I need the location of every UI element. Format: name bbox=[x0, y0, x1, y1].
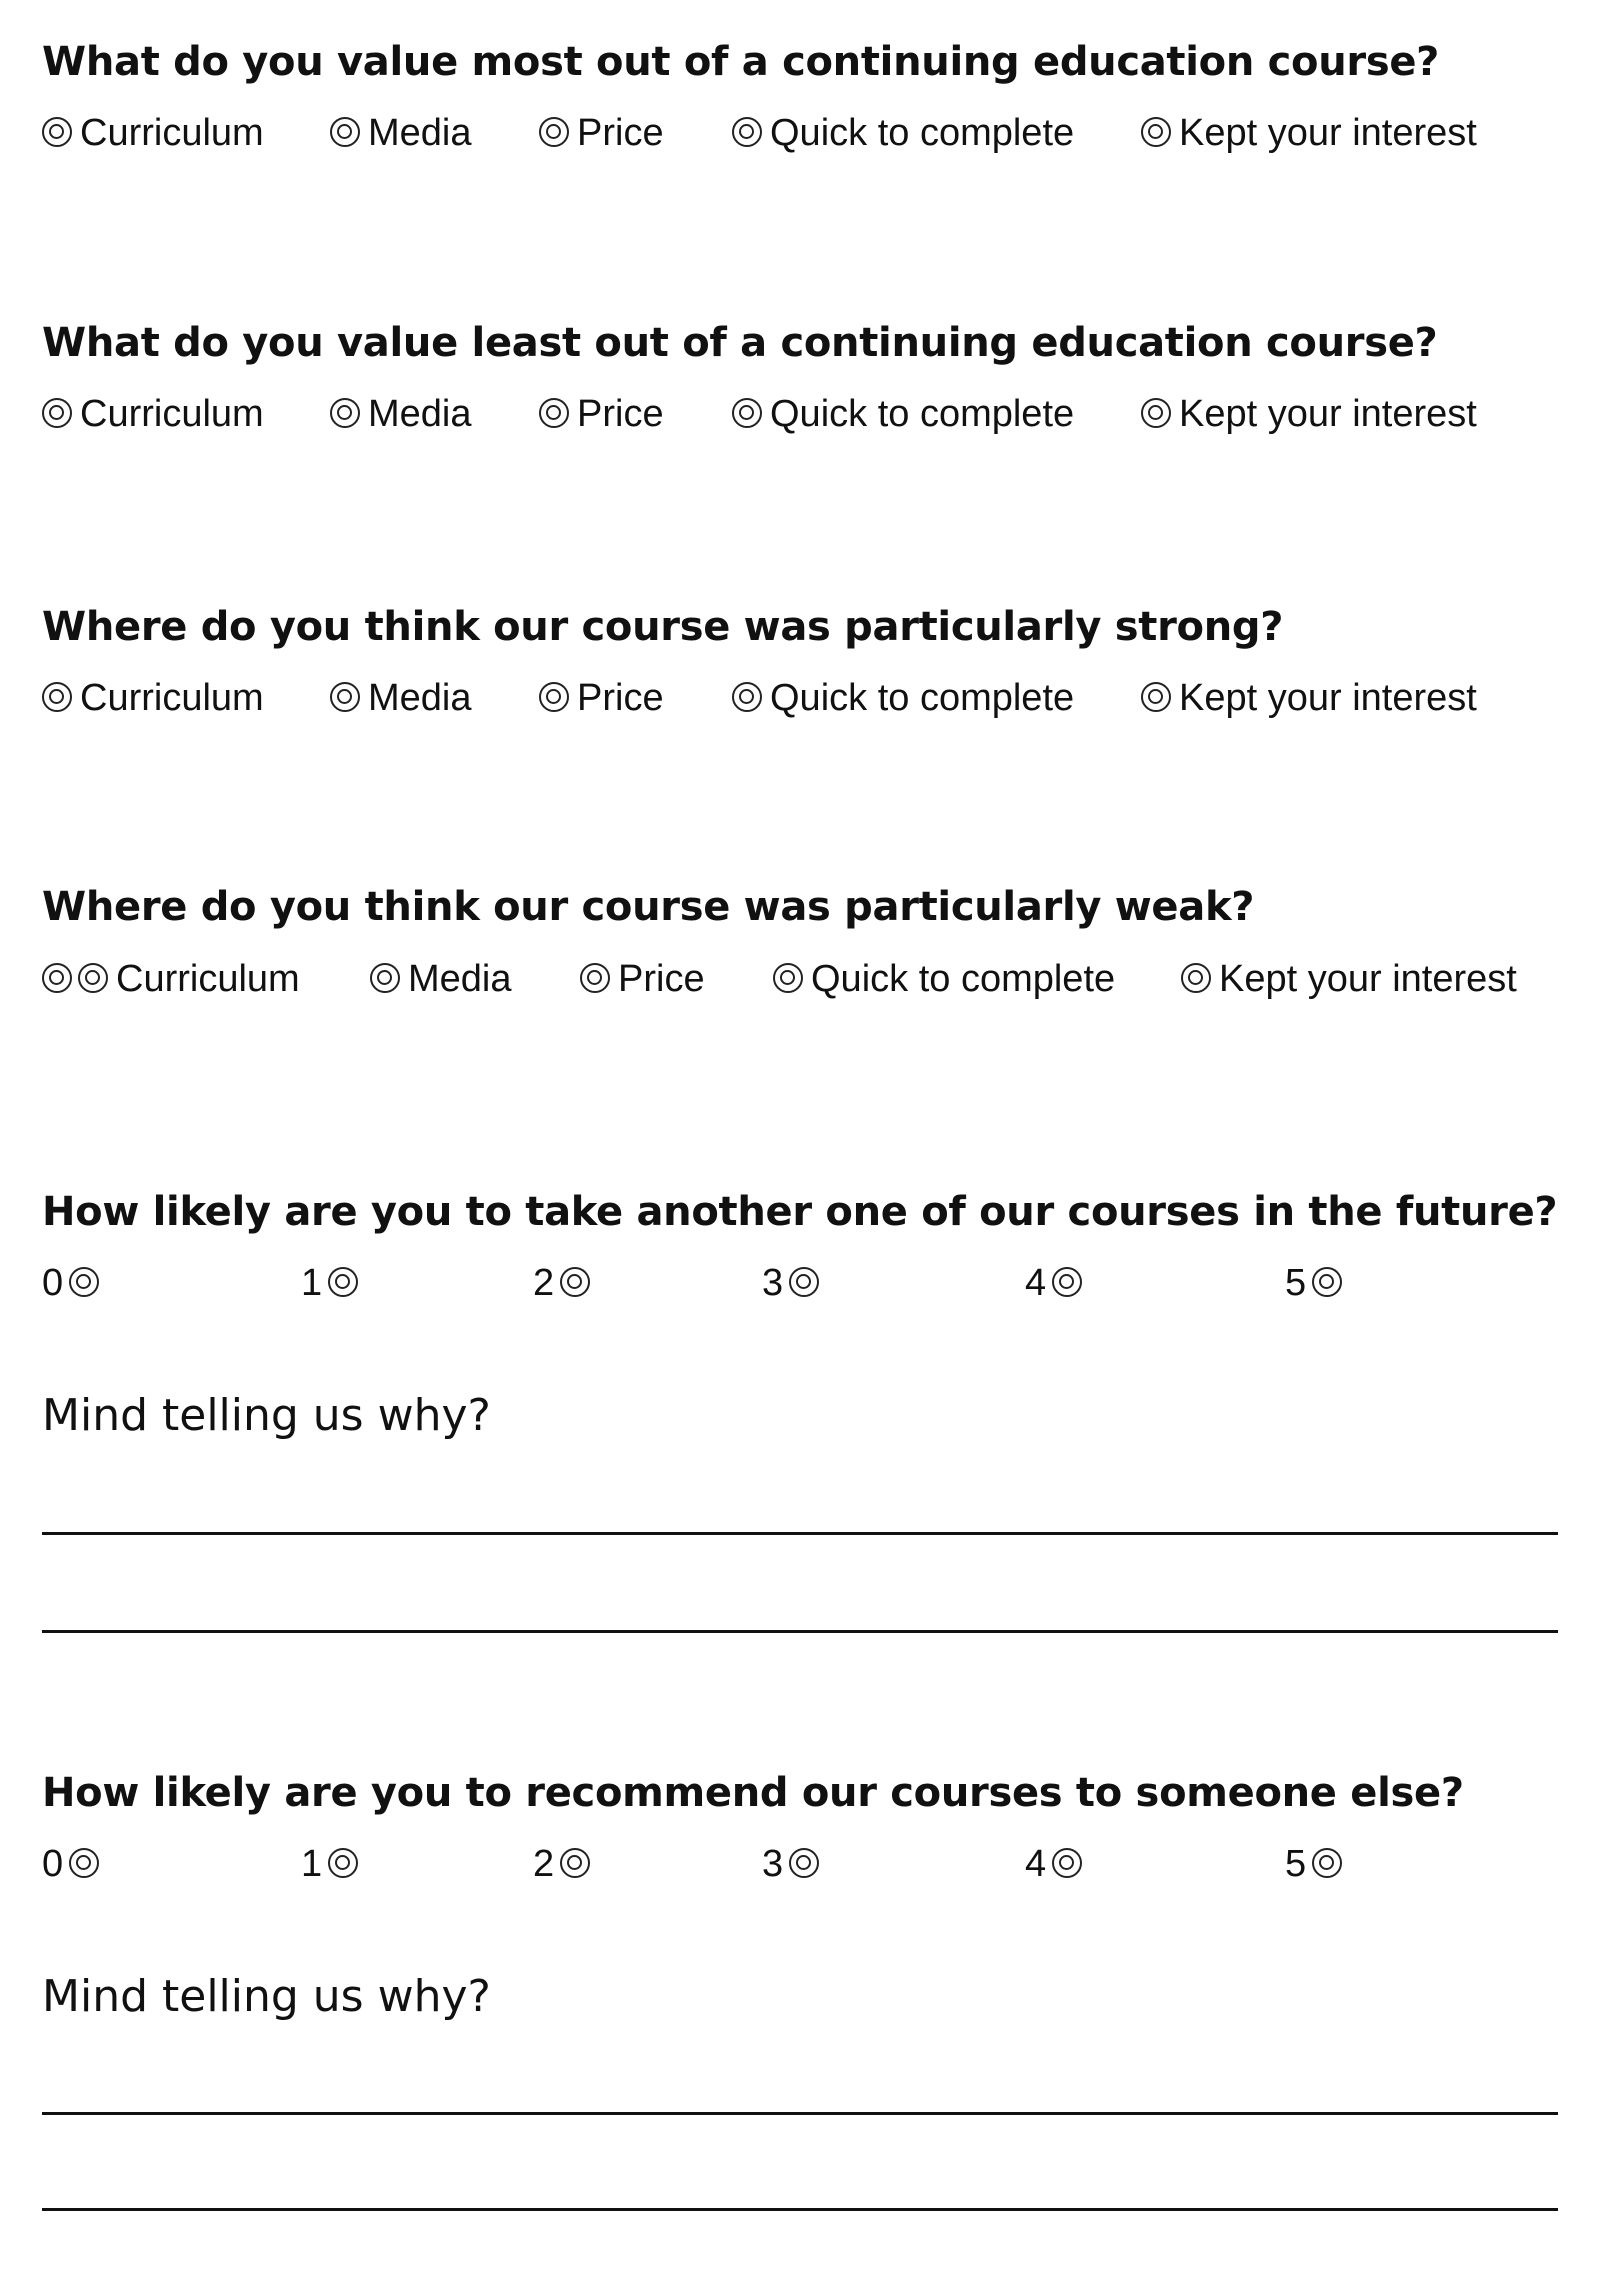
option-label: Curriculum bbox=[80, 677, 264, 719]
radio-button[interactable] bbox=[732, 117, 762, 147]
radio-button[interactable] bbox=[1141, 682, 1171, 712]
radio-option[interactable] bbox=[330, 114, 472, 152]
option-label: Quick to complete bbox=[811, 958, 1116, 1000]
radio-button[interactable] bbox=[1312, 1848, 1342, 1878]
option-label: Quick to complete bbox=[770, 677, 1075, 719]
radio-button[interactable] bbox=[1141, 117, 1171, 147]
radio-option[interactable] bbox=[732, 395, 1074, 433]
option-label: Media bbox=[368, 677, 472, 719]
radio-option[interactable] bbox=[539, 395, 664, 433]
question-title: What do you value least out of a continuing education course? bbox=[42, 320, 1438, 366]
rating-option[interactable] bbox=[762, 1845, 819, 1883]
rating-option[interactable] bbox=[1025, 1264, 1082, 1302]
radio-button[interactable] bbox=[42, 117, 72, 147]
radio-option[interactable] bbox=[42, 395, 264, 433]
option-label: Price bbox=[618, 958, 705, 1000]
radio-button[interactable] bbox=[69, 1267, 99, 1297]
option-label: Media bbox=[408, 958, 512, 1000]
rating-value: 3 bbox=[762, 1262, 784, 1304]
radio-button[interactable] bbox=[328, 1848, 358, 1878]
answer-line[interactable] bbox=[42, 1630, 1558, 1633]
rating-value: 2 bbox=[533, 1843, 555, 1885]
radio-button[interactable] bbox=[330, 398, 360, 428]
rating-value: 0 bbox=[42, 1843, 64, 1885]
radio-button[interactable] bbox=[539, 682, 569, 712]
question-title: How likely are you to take another one of our courses in the future? bbox=[42, 1189, 1558, 1235]
radio-button[interactable] bbox=[370, 963, 400, 993]
radio-option[interactable] bbox=[539, 679, 664, 717]
option-label: Price bbox=[577, 393, 664, 435]
rating-option[interactable] bbox=[1285, 1264, 1342, 1302]
radio-option[interactable] bbox=[773, 960, 1115, 998]
question-title: How likely are you to recommend our courses to someone else? bbox=[42, 1770, 1464, 1816]
option-label: Quick to complete bbox=[770, 112, 1075, 154]
followup-prompt: Mind telling us why? bbox=[42, 1390, 491, 1441]
rating-option[interactable] bbox=[301, 1845, 358, 1883]
option-label: Curriculum bbox=[80, 393, 264, 435]
radio-option[interactable] bbox=[539, 114, 664, 152]
radio-button[interactable] bbox=[732, 682, 762, 712]
radio-button[interactable] bbox=[539, 117, 569, 147]
followup-prompt: Mind telling us why? bbox=[42, 1971, 491, 2022]
radio-button[interactable] bbox=[1181, 963, 1211, 993]
radio-option[interactable] bbox=[42, 114, 264, 152]
radio-button[interactable] bbox=[539, 398, 569, 428]
radio-button[interactable] bbox=[42, 682, 72, 712]
option-label: Kept your interest bbox=[1179, 393, 1477, 435]
rating-value: 0 bbox=[42, 1262, 64, 1304]
option-label: Kept your interest bbox=[1179, 112, 1477, 154]
radio-button[interactable] bbox=[773, 963, 803, 993]
radio-button[interactable] bbox=[42, 963, 72, 993]
radio-button[interactable] bbox=[789, 1267, 819, 1297]
answer-line[interactable] bbox=[42, 1532, 1558, 1535]
radio-option[interactable] bbox=[732, 679, 1074, 717]
radio-button[interactable] bbox=[1141, 398, 1171, 428]
radio-option[interactable] bbox=[1141, 114, 1477, 152]
radio-option[interactable] bbox=[330, 395, 472, 433]
answer-line[interactable] bbox=[42, 2208, 1558, 2211]
radio-option[interactable] bbox=[1181, 960, 1517, 998]
radio-button[interactable] bbox=[69, 1848, 99, 1878]
radio-button[interactable] bbox=[732, 398, 762, 428]
rating-value: 2 bbox=[533, 1262, 555, 1304]
option-label: Media bbox=[368, 393, 472, 435]
radio-button[interactable] bbox=[1052, 1267, 1082, 1297]
radio-button[interactable] bbox=[580, 963, 610, 993]
radio-button[interactable] bbox=[560, 1848, 590, 1878]
rating-option[interactable] bbox=[42, 1264, 99, 1302]
radio-button[interactable] bbox=[789, 1848, 819, 1878]
rating-option[interactable] bbox=[1025, 1845, 1082, 1883]
radio-button[interactable] bbox=[328, 1267, 358, 1297]
radio-button[interactable] bbox=[78, 963, 108, 993]
question-title: What do you value most out of a continuing education course? bbox=[42, 39, 1440, 85]
rating-value: 5 bbox=[1285, 1843, 1307, 1885]
radio-option[interactable] bbox=[732, 114, 1074, 152]
option-label: Media bbox=[368, 112, 472, 154]
radio-option[interactable] bbox=[1141, 679, 1477, 717]
rating-option[interactable] bbox=[301, 1264, 358, 1302]
option-label: Curriculum bbox=[80, 112, 264, 154]
radio-option[interactable] bbox=[42, 960, 300, 998]
option-label: Price bbox=[577, 677, 664, 719]
option-label: Kept your interest bbox=[1219, 958, 1517, 1000]
radio-option[interactable] bbox=[580, 960, 705, 998]
question-title: Where do you think our course was particularly weak? bbox=[42, 884, 1255, 930]
rating-value: 3 bbox=[762, 1843, 784, 1885]
radio-button[interactable] bbox=[330, 117, 360, 147]
option-label: Price bbox=[577, 112, 664, 154]
radio-button[interactable] bbox=[42, 398, 72, 428]
radio-button[interactable] bbox=[560, 1267, 590, 1297]
question-title: Where do you think our course was particularly strong? bbox=[42, 604, 1284, 650]
rating-value: 1 bbox=[301, 1843, 323, 1885]
radio-option[interactable] bbox=[330, 679, 472, 717]
answer-line[interactable] bbox=[42, 2112, 1558, 2115]
rating-value: 1 bbox=[301, 1262, 323, 1304]
option-label: Quick to complete bbox=[770, 393, 1075, 435]
option-label: Kept your interest bbox=[1179, 677, 1477, 719]
radio-button[interactable] bbox=[1312, 1267, 1342, 1297]
radio-option[interactable] bbox=[1141, 395, 1477, 433]
rating-value: 5 bbox=[1285, 1262, 1307, 1304]
radio-option[interactable] bbox=[370, 960, 512, 998]
option-label: Curriculum bbox=[116, 958, 300, 1000]
rating-option[interactable] bbox=[533, 1264, 590, 1302]
radio-button[interactable] bbox=[330, 682, 360, 712]
rating-option[interactable] bbox=[762, 1264, 819, 1302]
rating-option[interactable] bbox=[42, 1845, 99, 1883]
rating-option[interactable] bbox=[1285, 1845, 1342, 1883]
rating-option[interactable] bbox=[533, 1845, 590, 1883]
radio-option[interactable] bbox=[42, 679, 264, 717]
rating-value: 4 bbox=[1025, 1843, 1047, 1885]
rating-value: 4 bbox=[1025, 1262, 1047, 1304]
radio-button[interactable] bbox=[1052, 1848, 1082, 1878]
